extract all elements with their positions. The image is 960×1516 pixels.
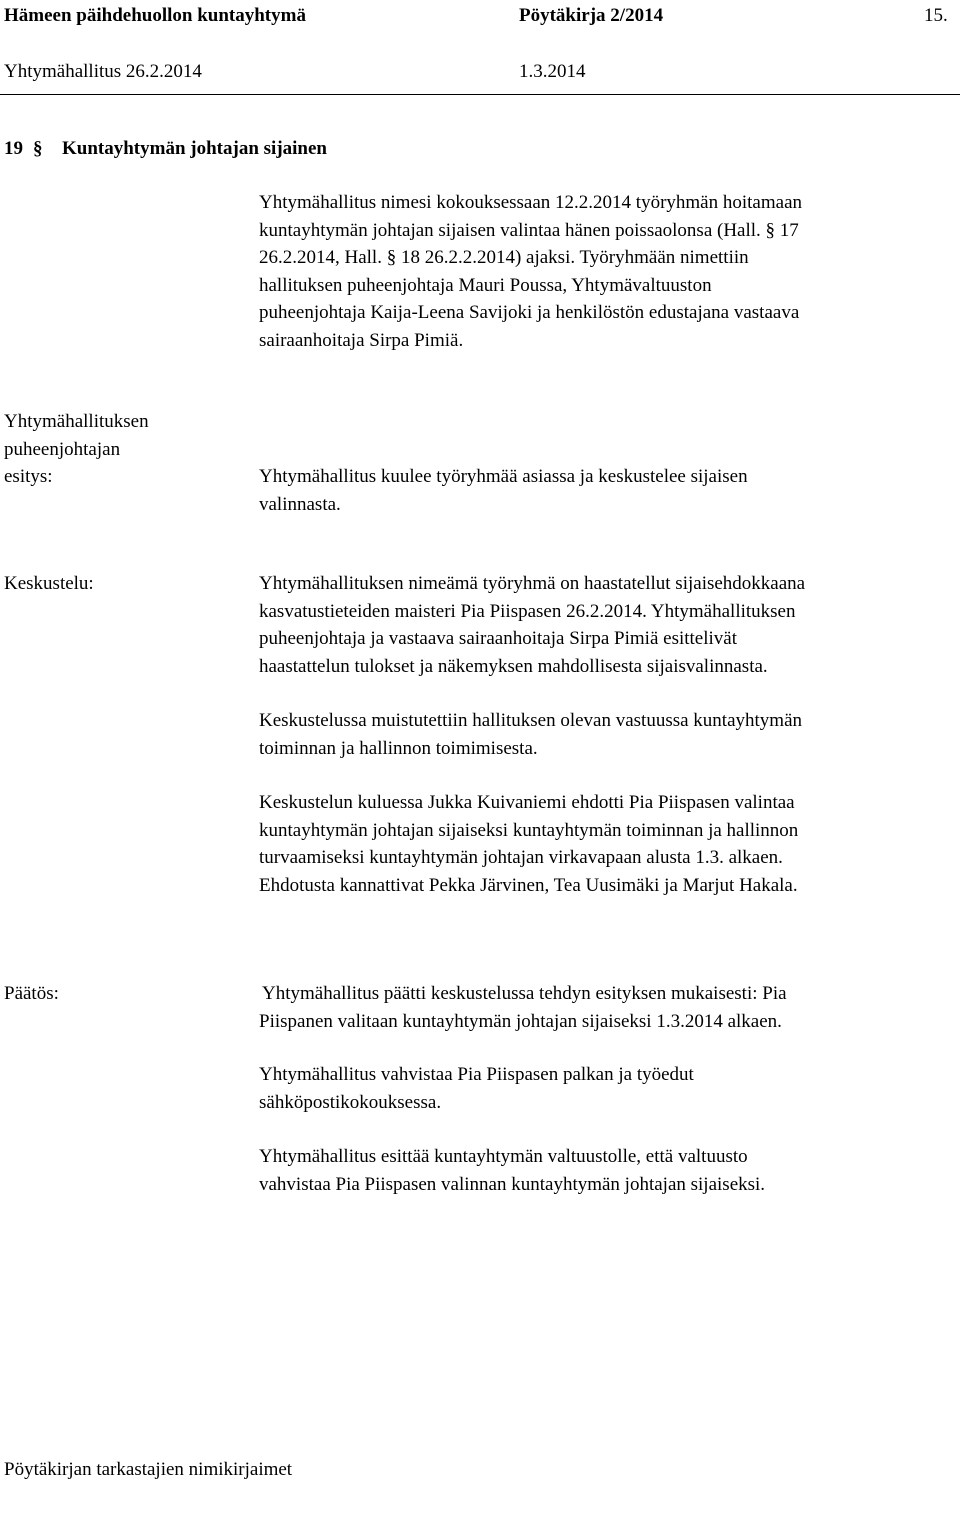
text-line: turvaamiseksi kuntayhtymän johtajan virkavapaan alusta 1.3. alkaen. <box>259 847 783 868</box>
text-line: kuntayhtymän johtajan sijaiseksi kuntayhtymän toiminnan ja hallinnon <box>259 819 799 841</box>
text-line: sähköpostikokouksessa. <box>259 1091 442 1113</box>
decision-paragraph-1 <box>259 980 949 1035</box>
label-line: puheenjohtajan <box>4 438 121 460</box>
text-line: puheenjohtaja Kaija-Leena Savijoki ja henkilöstön edustajana vastaava <box>259 302 800 323</box>
text-line: Piispanen valitaan kuntayhtymän johtajan sijaiseksi 1.3.2014 alkaen. <box>259 1010 782 1032</box>
document-title: Pöytäkirja 2/2014 <box>519 5 664 26</box>
text-line: Yhtymähallitus esittää kuntayhtymän valtuustolle, että valtuusto <box>259 1146 748 1167</box>
text-line: valinnasta. <box>259 493 341 515</box>
section-title: Kuntayhtymän johtajan sijainen <box>62 138 327 159</box>
section-number: 19 <box>4 138 23 159</box>
text-line: Yhtymähallitus nimesi kokouksessaan 12.2.2014 työryhmän hoitamaan <box>259 192 803 213</box>
discussion-paragraph-2 <box>259 707 949 762</box>
section-symbol: § <box>33 138 43 159</box>
text-line: toiminnan ja hallinnon toimimisesta. <box>259 737 538 759</box>
header-rule <box>0 94 960 95</box>
text-line: kasvatustieteiden maisteri Pia Piispasen 26.2.2014. Yhtymähallituksen <box>259 600 796 622</box>
text-line: Yhtymähallituksen nimeämä työryhmä on haastatellut sijaisehdokkaana <box>259 573 806 594</box>
text-line: hallituksen puheenjohtaja Mauri Poussa, Yhtymävaltuuston <box>259 274 712 296</box>
text-line: vahvistaa Pia Piispasen valinnan kuntayhtymän johtajan sijaiseksi. <box>259 1173 766 1195</box>
text-line: Ehdotusta kannattivat Pekka Järvinen, Tea Uusimäki ja Marjut Hakala. <box>259 874 798 896</box>
text-line: kuntayhtymän johtajan sijaisen valintaa hänen poissaolonsa (Hall. § 17 <box>259 219 799 241</box>
discussion-paragraph-3 <box>259 789 949 899</box>
label-line: Yhtymähallituksen <box>4 411 149 432</box>
signature-initials-label: Pöytäkirjan tarkastajien nimikirjaimet <box>4 1459 293 1480</box>
proposal-text <box>259 463 949 518</box>
text-line: Yhtymähallitus kuulee työryhmää asiassa ja keskustelee sijaisen <box>259 466 748 487</box>
decision-label: Päätös: <box>4 983 59 1004</box>
proposal-label <box>4 408 149 491</box>
discussion-paragraph-1 <box>259 570 949 680</box>
decision-paragraph-2 <box>259 1061 949 1116</box>
text-line: Keskustelun kuluessa Jukka Kuivaniemi ehdotti Pia Piispasen valintaa <box>259 792 795 813</box>
page-number: 15. <box>924 5 948 26</box>
text-line: sairaanhoitaja Sirpa Pimiä. <box>259 329 464 351</box>
text-line: Keskustelussa muistutettiin hallituksen olevan vastuussa kuntayhtymän <box>259 710 803 731</box>
text-line: 26.2.2014, Hall. § 18 26.2.2.2014) ajaksi. Työryhmään nimettiin <box>259 247 749 268</box>
issued-date: 1.3.2014 <box>519 61 586 82</box>
label-line: esitys: <box>4 466 53 487</box>
meeting-date: Yhtymähallitus 26.2.2014 <box>4 61 202 82</box>
discussion-label: Keskustelu: <box>4 573 94 594</box>
text-line: Yhtymähallitus päätti keskustelussa tehdyn esityksen mukaisesti: Pia <box>262 983 787 1004</box>
decision-paragraph-3 <box>259 1143 949 1198</box>
intro-paragraph <box>259 189 949 354</box>
text-line: puheenjohtaja ja vastaava sairaanhoitaja Sirpa Pimiä esittelivät <box>259 628 737 649</box>
text-line: haastattelun tulokset ja näkemyksen mahdollisesta sijaisvalinnasta. <box>259 655 768 677</box>
organization-name: Hämeen päihdehuollon kuntayhtymä <box>4 5 306 26</box>
text-line: Yhtymähallitus vahvistaa Pia Piispasen palkan ja työedut <box>259 1064 694 1085</box>
